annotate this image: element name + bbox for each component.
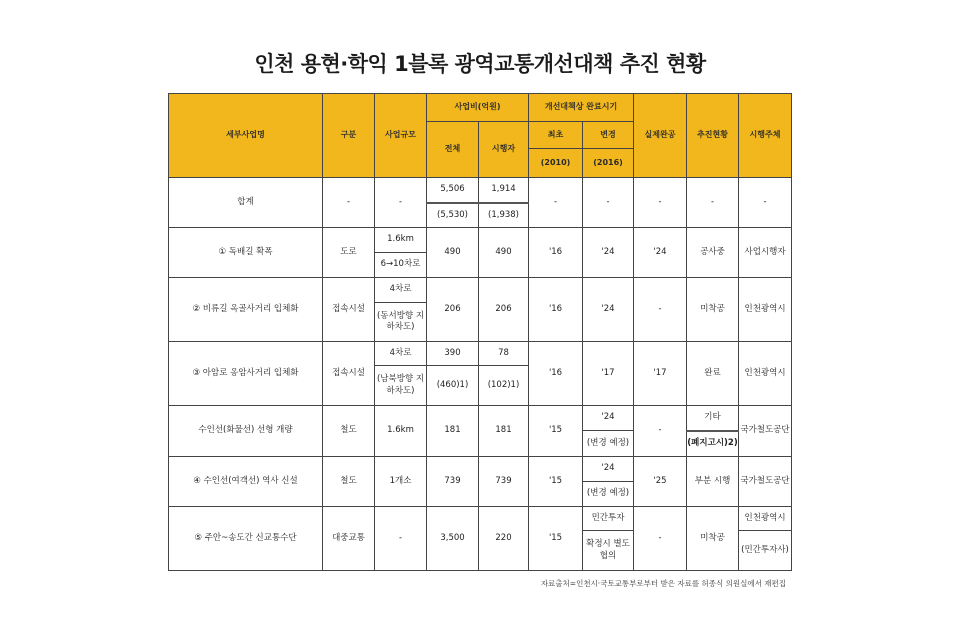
- status-table: [168, 93, 792, 571]
- table-cell: 206: [427, 278, 479, 342]
- table-cell: 기타: [687, 406, 739, 431]
- header-first-year: (2010): [529, 149, 583, 178]
- table-cell: '15: [529, 457, 583, 507]
- table-cell: '24: [583, 406, 634, 431]
- table-cell: 부분 시행: [687, 457, 739, 507]
- table-cell: 미착공: [687, 278, 739, 342]
- table-cell: (변경 예정): [583, 431, 634, 457]
- header-deadline: 개선대책상 완료시기: [529, 94, 634, 122]
- table-cell: (남북방향 지하차도): [375, 366, 427, 406]
- table-cell: 6→10차로: [375, 253, 427, 278]
- table-cell: '16: [529, 278, 583, 342]
- table-cell: 739: [479, 457, 529, 507]
- table-cell: '25: [634, 457, 687, 507]
- table-cell: 국가철도공단: [739, 406, 792, 457]
- table-cell: -: [739, 178, 792, 228]
- table-cell: 인천광역시: [739, 342, 792, 406]
- table-cell: '24: [583, 228, 634, 278]
- table-cell: (1,938): [479, 203, 529, 228]
- header-name: 세부사업명: [169, 94, 323, 178]
- table-cell: '16: [529, 228, 583, 278]
- table-cell: '17: [583, 342, 634, 406]
- table-row-name: ③ 아암로 옹암사거리 입체화: [169, 342, 323, 406]
- table-cell: 3,500: [427, 507, 479, 571]
- table-cell: 확정시 별도 협의: [583, 531, 634, 571]
- table-cell: '16: [529, 342, 583, 406]
- table-cell: (변경 예정): [583, 482, 634, 507]
- table-cell: 완료: [687, 342, 739, 406]
- table-cell: 공사중: [687, 228, 739, 278]
- table-cell: (폐지고시)2): [687, 431, 739, 457]
- table-cell: 4차로: [375, 278, 427, 303]
- table-cell: 1개소: [375, 457, 427, 507]
- table-cell: 5,506: [427, 178, 479, 203]
- table-cell: 철도: [323, 406, 375, 457]
- table-cell: 181: [427, 406, 479, 457]
- table-cell: 1,914: [479, 178, 529, 203]
- table-cell: -: [634, 178, 687, 228]
- table-cell: (460)1): [427, 366, 479, 406]
- table-cell: -: [634, 278, 687, 342]
- table-cell: -: [634, 406, 687, 457]
- table-cell: 490: [479, 228, 529, 278]
- header-agency: 시행주체: [739, 94, 792, 178]
- table-cell: (동서방향 지하차도): [375, 303, 427, 342]
- table-cell: -: [323, 178, 375, 228]
- table-cell: '24: [634, 228, 687, 278]
- table-cell: 민간투자: [583, 507, 634, 531]
- table-cell: 4차로: [375, 342, 427, 366]
- table-row-name: ① 독배길 확폭: [169, 228, 323, 278]
- table-row-name: ⑤ 주안~송도간 신교통수단: [169, 507, 323, 571]
- table-row-name: 합계: [169, 178, 323, 228]
- table-cell: 접속시설: [323, 278, 375, 342]
- table-cell: (5,530): [427, 203, 479, 228]
- source-note: 자료출처=인천시·국토교통부로부터 받은 자료를 허종식 의원실에서 재편집: [540, 579, 786, 588]
- header-changed-year: (2016): [583, 149, 634, 178]
- table-cell: '24: [583, 278, 634, 342]
- table-cell: 739: [427, 457, 479, 507]
- table-cell: '15: [529, 507, 583, 571]
- table-row-name: ④ 수인선(여객선) 역사 신설: [169, 457, 323, 507]
- header-cost: 사업비(억원): [427, 94, 529, 122]
- header-changed: 변경: [583, 122, 634, 149]
- header-scale: 사업규모: [375, 94, 427, 178]
- table-cell: '17: [634, 342, 687, 406]
- table-cell: 220: [479, 507, 529, 571]
- table-cell: 국가철도공단: [739, 457, 792, 507]
- table-cell: 1.6km: [375, 228, 427, 253]
- table-cell: (민간투자사): [739, 531, 792, 571]
- header-first: 최초: [529, 122, 583, 149]
- table-cell: -: [375, 178, 427, 228]
- table-cell: '24: [583, 457, 634, 482]
- table-cell: 철도: [323, 457, 375, 507]
- table-cell: 인천광역시: [739, 278, 792, 342]
- table-cell: 사업시행자: [739, 228, 792, 278]
- table-cell: 1.6km: [375, 406, 427, 457]
- table-cell: '15: [529, 406, 583, 457]
- table-cell: -: [687, 178, 739, 228]
- page-title: 인천 용현·학익 1블록 광역교통개선대책 추진 현황: [254, 52, 706, 76]
- table-cell: 181: [479, 406, 529, 457]
- header-cost-total: 전체: [427, 122, 479, 178]
- table-cell: -: [529, 178, 583, 228]
- table-cell: 접속시설: [323, 342, 375, 406]
- table-cell: -: [583, 178, 634, 228]
- table-cell: (102)1): [479, 366, 529, 406]
- header-actual: 실제완공: [634, 94, 687, 178]
- table-cell: 490: [427, 228, 479, 278]
- table-cell: 390: [427, 342, 479, 366]
- table-row-name: 수인선(화물선) 선형 개량: [169, 406, 323, 457]
- table-cell: 미착공: [687, 507, 739, 571]
- table-cell: 인천광역시: [739, 507, 792, 531]
- table-cell: 도로: [323, 228, 375, 278]
- table-row-name: ② 비류길 옥골사거리 입체화: [169, 278, 323, 342]
- header-cost-executor: 시행자: [479, 122, 529, 178]
- header-status: 추진현황: [687, 94, 739, 178]
- table-cell: 78: [479, 342, 529, 366]
- header-type: 구분: [323, 94, 375, 178]
- table-cell: 206: [479, 278, 529, 342]
- table-cell: -: [634, 507, 687, 571]
- table-cell: 대중교통: [323, 507, 375, 571]
- table-cell: -: [375, 507, 427, 571]
